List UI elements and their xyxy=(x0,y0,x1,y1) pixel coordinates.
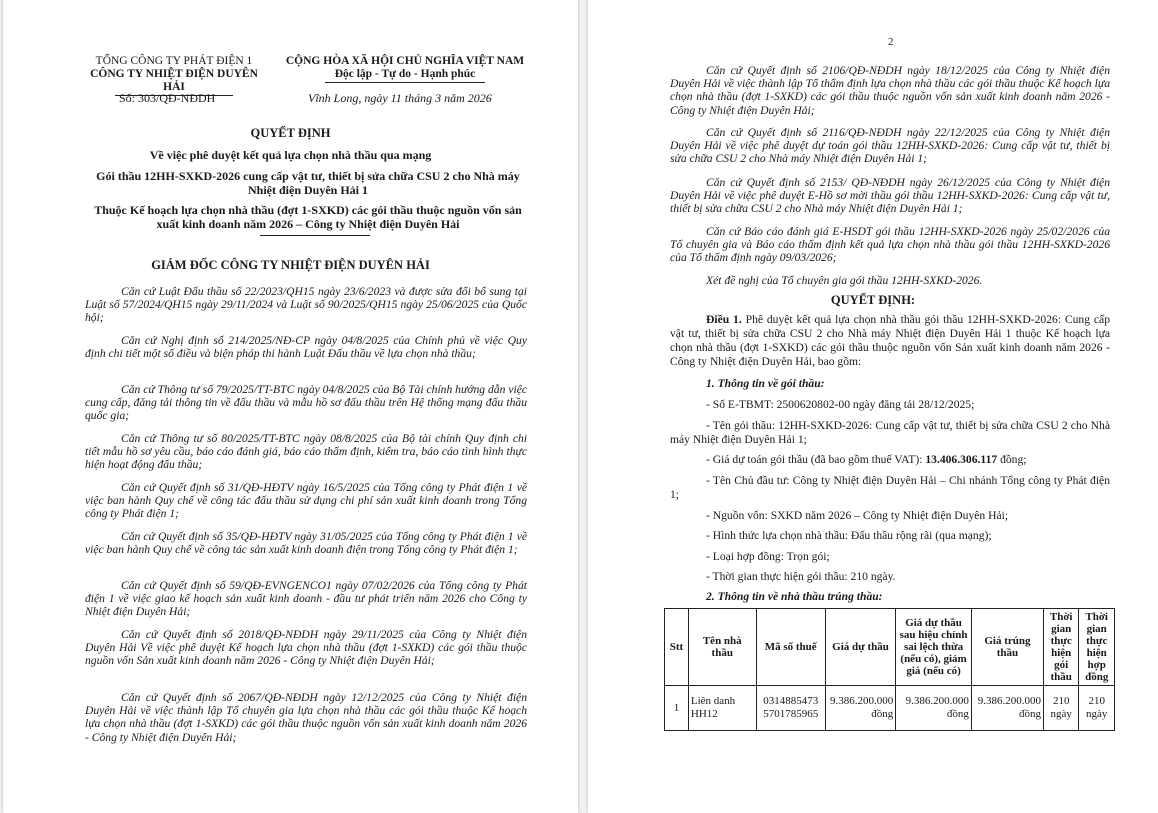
national-motto xyxy=(280,55,530,83)
legal-basis-3: Căn cứ Thông tư số 79/2025/TT-BTC ngày 04/8/2025 của Bộ Tài chính hướng dẫn việc cung cấp, đăng tải thông tin về đấu thầu và mẫu hồ sơ đấu thầu trên Hệ thống mạng đấu thầu quốc gia; xyxy=(85,383,527,423)
legal-basis-5: Căn cứ Quyết định số 31/QĐ-HĐTV ngày 16/5/2025 của Tổng công ty Phát điện 1 về việc ban hành Quy chế về công tác đấu thầu sử dụng chi phí sản xuất kinh doanh trong Tổng công ty Phát điện 1; xyxy=(85,481,527,521)
cell-adjusted-price: 9.386.200.000 đồng xyxy=(896,686,972,731)
legal-basis-10: Căn cứ Quyết định số 2106/QĐ-NĐDH ngày 18/12/2025 của Công ty Nhiệt điện Duyên Hải về việc thành lập Tổ thẩm định lựa chọn nhà thầu các gói thầu thuộc Kế hoạch lựa chọn nhà thầu (đợt 1-SXKD) các gói thầu thuộc nguồn vốn sản xuất kinh doanh năm 2026 - Công ty Nhiệt điện Duyên Hải; xyxy=(670,64,1110,117)
info-item: - Loại hợp đồng: Trọn gói; xyxy=(706,550,830,563)
winning-bidder-table xyxy=(664,608,1115,731)
cell-winning-price: 9.386.200.000 đồng xyxy=(971,686,1043,731)
col-contract-duration: Thời gian thực hiện hợp đồng xyxy=(1079,609,1115,686)
title-underline xyxy=(260,235,370,236)
legal-basis-8: Căn cứ Quyết định số 2018/QĐ-NĐDH ngày 29/11/2025 của Công ty Nhiệt điện Duyên Hải Về việc phê duyệt Kế hoạch lựa chọn nhà thầu (đợt 1-SXKD) các gói thầu thuộc nguồn vốn Sản xuất kinh doanh năm 2026 - Công ty Nhiệt điện Duyên Hải; xyxy=(85,628,527,668)
legal-basis-9: Căn cứ Quyết định số 2067/QĐ-NĐDH ngày 12/12/2025 của Công ty Nhiệt điện Duyên Hải về việc thành lập Tổ chuyên gia lựa chọn nhà thầu các gói thầu thuộc Kế hoạch lựa chọn nhà thầu (đợt 1-SXKD) các gói thầu thuộc nguồn vốn sản xuất kinh doanh năm 2026 - Công ty Nhiệt điện Duyên Hải; xyxy=(85,691,527,744)
article-1 xyxy=(670,313,1110,369)
motto-underline xyxy=(325,82,485,83)
doc-subtitle: Về việc phê duyệt kết quả lựa chọn nhà thầu qua mạng xyxy=(149,148,432,162)
table-row xyxy=(665,686,1115,731)
cell-contract-duration: 210 ngày xyxy=(1079,686,1115,731)
info-item: - Thời gian thực hiện gói thầu: 210 ngày. xyxy=(706,570,896,583)
issuer-block xyxy=(78,55,270,96)
doc-number: Số: 303/QĐ-NĐDH xyxy=(119,91,216,105)
col-bid-price: Giá dự thầu xyxy=(825,609,896,686)
article-1-text: Phê duyệt kết quả lựa chọn nhà thầu gói thầu 12HH-SXKD-2026: Cung cấp vật tư, thiết bị sửa chữa CSU 2 cho Nhà máy Nhiệt điện Duyên Hải 1 thuộc Kế hoạch lựa chọn nhà thầu (đợt 1-SXKD) các gói thầu thuộc nguồn vốn Sản xuất kinh doanh năm 2026 - Công ty Nhiệt điện Duyên Hải, bao gồm: xyxy=(670,313,1110,368)
info-item-unit: đồng; xyxy=(997,453,1027,466)
country-name: CỘNG HÒA XÃ HỘI CHỦ NGHĨA VIỆT NAM xyxy=(285,55,525,67)
info-item: - Số E-TBMT: 2500620802-00 ngày đăng tải 28/12/2025; xyxy=(706,398,975,411)
info-item: - Nguồn vốn: SXKD năm 2026 – Công ty Nhiệt điện Duyên Hải; xyxy=(706,509,1009,522)
place-date: Vĩnh Long, ngày 11 tháng 3 năm 2026 xyxy=(308,91,492,105)
estimate-value: 13.406.306.117 xyxy=(925,453,998,466)
col-winning-price: Giá trúng thầu xyxy=(971,609,1043,686)
info-item xyxy=(670,453,1110,467)
legal-basis-1: Căn cứ Luật Đấu thầu số 22/2023/QH15 ngày 23/6/2023 và được sửa đổi bổ sung tại Luật số 57/2024/QH15 ngày 29/11/2024 và Luật số 90/2025/QH15 ngày 25/06/2025 của Quốc hội; xyxy=(85,285,527,325)
col-tax-code: Mã số thuế xyxy=(756,609,825,686)
col-stt: Stt xyxy=(665,609,689,686)
cell-bidder: Liên danh HH12 xyxy=(688,686,756,731)
info-item-label: - Giá dự toán gói thầu (đã bao gồm thuế VAT): xyxy=(706,453,926,466)
document-page-2 xyxy=(588,0,1158,813)
cell-bid-price: 9.386.200.000 đồng xyxy=(825,686,896,731)
legal-basis-4: Căn cứ Thông tư số 80/2025/TT-BTC ngày 08/8/2025 của Bộ tài chính Quy định chi tiết mẫu hồ sơ yêu cầu, báo cáo đánh giá, báo cáo thẩm định, kiểm tra, báo cáo tình hình thực hiện hoạt động đấu thầu; xyxy=(85,432,527,472)
plan-line: Thuộc Kế hoạch lựa chọn nhà thầu (đợt 1-SXKD) các gói thầu thuộc nguồn vốn sản xuất kinh doanh năm 2026 – Công ty Nhiệt điện Duyên Hải xyxy=(94,203,522,231)
proposal-line: Xét đề nghị của Tổ chuyên gia gói thầu 12HH-SXKD-2026. xyxy=(706,274,983,287)
parent-company: TỔNG CÔNG TY PHÁT ĐIỆN 1 xyxy=(95,55,253,67)
col-bidder: Tên nhà thầu xyxy=(688,609,756,686)
authority: GIÁM ĐỐC CÔNG TY NHIỆT ĐIỆN DUYÊN HẢI xyxy=(151,258,430,272)
legal-basis-7: Căn cứ Quyết định số 59/QĐ-EVNGENCO1 ngày 07/02/2026 của Tổng công ty Phát điện 1 về việc giao kế hoạch sản xuất kinh doanh - đầu tư phát triển năm 2026 cho Công ty Nhiệt điện Duyên Hải; xyxy=(85,579,527,619)
cell-stt: 1 xyxy=(665,686,689,731)
legal-basis-13: Căn cứ Báo cáo đánh giá E-HSDT gói thầu 12HH-SXKD-2026 ngày 25/02/2026 của Tổ chuyên gia và Báo cáo thẩm định kết quả lựa chọn nhà thầu gói thầu 12HH-SXKD-2026 của Tổ thẩm định ngày 09/03/2026; xyxy=(670,225,1110,265)
legal-basis-11: Căn cứ Quyết định số 2116/QĐ-NĐDH ngày 22/12/2025 của Công ty Nhiệt điện Duyên Hải về việc phê duyệt dự toán gói thầu 12HH-SXKD-2026: Cung cấp vật tư, thiết bị sửa chữa CSU 2 cho Nhà máy Nhiệt điện Duyên Hải 1; xyxy=(670,126,1110,166)
cell-tax-code: 0314885473 5701785965 xyxy=(756,686,825,731)
info-item: - Hình thức lựa chọn nhà thầu: Đấu thầu rộng rãi (qua mạng); xyxy=(706,529,992,542)
legal-basis-6: Căn cứ Quyết định số 35/QĐ-HĐTV ngày 31/05/2025 của Tổng công ty Phát điện 1 về việc ban hành Quy chế về công tác sản xuất kinh doanh điện trong Tổng công ty Phát điện 1; xyxy=(85,530,527,557)
section-2-heading: 2. Thông tin về nhà thầu trúng thầu: xyxy=(706,590,883,603)
col-adjusted-price: Giá dự thầu sau hiệu chỉnh sai lệch thừa (nếu có), giảm giá (nếu có) xyxy=(896,609,972,686)
issuing-company: CÔNG TY NHIỆT ĐIỆN DUYÊN HẢI xyxy=(90,68,258,93)
document-page-1 xyxy=(3,0,578,813)
decision-heading: QUYẾT ĐỊNH: xyxy=(830,293,916,307)
motto: Độc lập - Tự do - Hạnh phúc xyxy=(334,68,476,80)
cell-package-duration: 210 ngày xyxy=(1044,686,1079,731)
page-title: QUYẾT ĐỊNH xyxy=(250,126,331,140)
section-1-heading: 1. Thông tin về gói thầu: xyxy=(706,377,825,390)
col-package-duration: Thời gian thực hiện gói thầu xyxy=(1044,609,1079,686)
page-number: 2 xyxy=(888,36,894,48)
table-header-row xyxy=(665,609,1115,686)
legal-basis-2: Căn cứ Nghị định số 214/2025/NĐ-CP ngày 04/8/2025 của Chính phủ về việc Quy định chi tiết một số điều và biện pháp thi hành Luật Đấu thầu về lựa chọn nhà thầu; xyxy=(85,334,527,361)
package-line: Gói thầu 12HH-SXKD-2026 cung cấp vật tư, thiết bị sửa chữa CSU 2 cho Nhà máy Nhiệt điện Duyên Hải 1 xyxy=(96,169,520,197)
article-1-label: Điều 1. xyxy=(706,313,742,326)
info-item: - Tên Chủ đầu tư: Công ty Nhiệt điện Duyên Hải – Chi nhánh Tổng công ty Phát điện 1; xyxy=(670,474,1110,501)
info-item: - Tên gói thầu: 12HH-SXKD-2026: Cung cấp vật tư, thiết bị sửa chữa CSU 2 cho Nhà máy Nhiệt điện Duyên Hải 1; xyxy=(670,419,1110,446)
legal-basis-12: Căn cứ Quyết định số 2153/ QĐ-NĐDH ngày 26/12/2025 của Công ty Nhiệt điện Duyên Hải về việc phê duyệt E-Hồ sơ mời thầu gói thầu 12HH-SXKD-2026: Cung cấp vật tư, thiết bị sửa chữa CSU 2 cho Nhà máy Nhiệt điện Duyên Hải 1; xyxy=(670,176,1110,216)
